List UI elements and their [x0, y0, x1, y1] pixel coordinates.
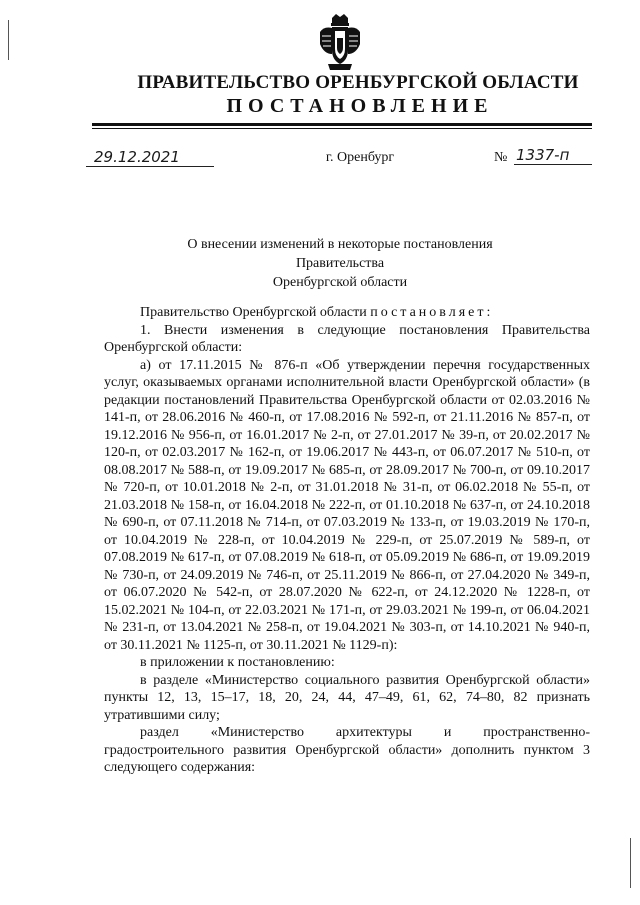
document-subject — [150, 235, 530, 292]
intro-paragraph — [104, 304, 590, 322]
header-rule-thin — [92, 128, 592, 129]
document-number-label: № — [494, 150, 508, 165]
document-city: г. Оренбург — [325, 150, 395, 165]
paragraph-4: в разделе «Министерство социального развития Оренбургской области» пункты 12, 13, 15–17, 18, 20, 24, 44, 47–49, 61, 62, 74–80, 82 признать утратившими силу; — [104, 672, 590, 723]
right-scan-edge — [630, 838, 631, 888]
paragraph-3: в приложении к постановлению: — [140, 655, 335, 670]
government-title: ПРАВИТЕЛЬСТВО ОРЕНБУРГСКОЙ ОБЛАСТИ — [137, 72, 579, 93]
intro-text: Правительство Оренбургской области — [140, 305, 371, 320]
document-number: 1337-п — [514, 146, 592, 165]
left-scan-edge — [8, 20, 9, 60]
paragraph-5: раздел «Министерство архитектуры и пространственно-градостроительного развития Оренбургской области» дополнить пунктом 3 следующего содержания: — [104, 725, 590, 775]
document-date: 29.12.2021 — [86, 148, 214, 167]
subject-line-2: Оренбургской области — [272, 275, 408, 290]
coat-of-arms-icon — [318, 14, 362, 72]
intro-resolve-word: постановляет — [370, 305, 487, 320]
paragraph-2: а) от 17.11.2015 № 876-п «Об утверждении перечня государственных услуг, оказываемых органами исполнительной власти Оренбургской области» (в редакции постановлений Правительства Оренбургской области от 02.03.2016 № 141-п, от 28.06.2016 № 460-п, от 17.08.2016 № 592-п, от 21.11.2016 № 857-п, от 19.12.2016 № 956-п, от 16.01.2017 № 2-п, от 27.01.2017 № 39-п, от 20.02.2017 № 120-п, от 02.03.2017 № 162-п, от 19.06.2017 № 443-п, от 06.07.2017 № 510-п, от 08.08.2017 № 588-п, от 19.09.2017 № 685-п, от 28.09.2017 № 700-п, от 09.10.2017 № 720-п, от 10.01.2018 № 2-п, от 31.01.2018 № 31-п, от 06.02.2018 № 55-п, от 21.03.2018 № 158-п, от 16.04.2018 № 222-п, от 01.10.2018 № 637-п, от 24.10.2018 № 690-п, от 07.11.2018 № 714-п, от 07.03.2019 № 133-п, от 19.03.2019 № 170-п, от 10.04.2019 № 228-п, от 10.04.2019 № 229-п, от 25.07.2019 № 589-п, от 07.08.2019 № 617-п, от 07.08.2019 № 618-п, от 05.09.2019 № 686-п, от 19.09.2019 № 730-п, от 24.09.2019 № 746-п, от 25.11.2019 № 866-п, от 27.04.2020 № 349-п, от 06.07.2020 № 542-п, от 28.07.2020 № 622-п, от 24.12.2020 № 1228-п, от 15.02.2021 № 104-п, от 22.03.2021 № 171-п, от 29.03.2021 № 199-п, от 06.04.2021 № 231-п, от 13.04.2021 № 258-п, от 19.04.2021 № 303-п, от 14.10.2021 № 940-п, от 30.11.2021 № 1125-п, от 30.11.2021 № 1129-п): — [104, 357, 590, 653]
paragraph-1: 1. Внести изменения в следующие постановления Правительства Оренбургской области: — [104, 322, 590, 355]
intro-colon: : — [486, 305, 491, 320]
document-body — [104, 304, 590, 777]
document-type-title: ПОСТАНОВЛЕНИЕ — [226, 95, 494, 117]
subject-line-1: О внесении изменений в некоторые постановления Правительства — [187, 237, 493, 271]
header-rule-thick — [92, 123, 592, 126]
